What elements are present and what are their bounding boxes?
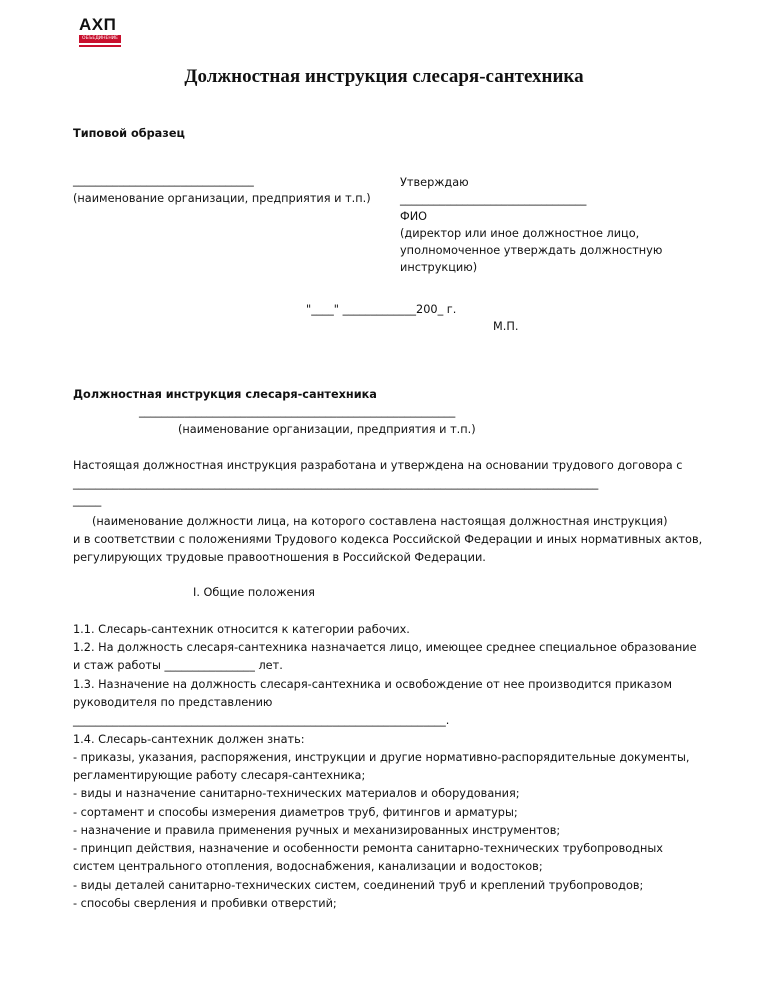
org-name-line: ________________________________ (73, 174, 254, 187)
approve-fio: ФИО (400, 210, 428, 223)
approve-caption-2: уполномоченное утверждать должностную (400, 244, 663, 257)
item-line: руководителя по представлению (73, 696, 273, 709)
item-line: __________________________________________________________________. (73, 714, 450, 727)
logo-subtitle: ОБЪЕДИНЕНИЕ (79, 35, 121, 43)
item-line: 1.1. Слесарь-сантехник относится к категории рабочих. (73, 623, 410, 636)
item-line: 1.4. Слесарь-сантехник должен знать: (73, 733, 305, 746)
item-line: - сортамент и способы измерения диаметров труб, фитингов и арматуры; (73, 806, 518, 819)
company-logo (79, 17, 121, 51)
intro-line-2: _____________________________________________________________________________________________ (73, 477, 599, 490)
sample-label: Типовой образец (73, 127, 185, 140)
org-name-caption-2: (наименование организации, предприятия и т.п.) (178, 423, 476, 436)
intro-line-4: и в соответствии с положениями Трудового кодекса Российской Федерации и иных нормативных актов, (73, 533, 703, 546)
item-line: - виды деталей санитарно-технических систем, соединений труб и креплений трубопроводов; (73, 879, 644, 892)
chapter-title: I. Общие положения (193, 586, 315, 599)
approve-label: Утверждаю (400, 176, 469, 189)
stamp-label: М.П. (493, 320, 519, 333)
section-title: Должностная инструкция слесаря-сантехника (73, 388, 377, 401)
logo-underline (79, 45, 121, 47)
document-title: Должностная инструкция слесаря-сантехника (184, 66, 584, 87)
intro-line-1: Настоящая должностная инструкция разработана и утверждена на основании трудового договора с (73, 459, 683, 472)
item-line: и стаж работы ________________ лет. (73, 659, 283, 672)
item-line: - принцип действия, назначение и особенности ремонта санитарно-технических трубопроводных (73, 842, 663, 855)
approve-caption-3: инструкцию) (400, 261, 478, 274)
intro-line-5: регулирующих трудовые правоотношения в Российской Федерации. (73, 551, 486, 564)
org-name-caption: (наименование организации, предприятия и т.п.) (73, 192, 371, 205)
logo-text: АХП (79, 15, 117, 34)
item-line: - способы сверления и пробивки отверстий; (73, 897, 337, 910)
item-line: регламентирующие работу слесаря-сантехника; (73, 769, 366, 782)
item-line: - назначение и правила применения ручных и механизированных инструментов; (73, 824, 561, 837)
date-line: "____" _____________200_ г. (306, 303, 457, 316)
intro-line-3: _____ (73, 494, 102, 507)
item-line: - виды и назначение санитарно-технических материалов и оборудования; (73, 787, 520, 800)
org-name-line-2: ________________________________________________________ (139, 405, 456, 418)
intro-caption: (наименование должности лица, на которого составлена настоящая должностная инструкция) (92, 515, 668, 528)
approve-caption-1: (директор или иное должностное лицо, (400, 227, 640, 240)
item-line: систем центрального отопления, водоснабжения, канализации и водостоков; (73, 860, 543, 873)
item-line: 1.3. Назначение на должность слесаря-сантехника и освобождение от нее производится приказом (73, 678, 672, 691)
approve-signature-line: _________________________________ (400, 193, 587, 206)
item-line: 1.2. На должность слесаря-сантехника назначается лицо, имеющее среднее специальное образование (73, 641, 697, 654)
item-line: - приказы, указания, распоряжения, инструкции и другие нормативно-распорядительные документы, (73, 751, 690, 764)
